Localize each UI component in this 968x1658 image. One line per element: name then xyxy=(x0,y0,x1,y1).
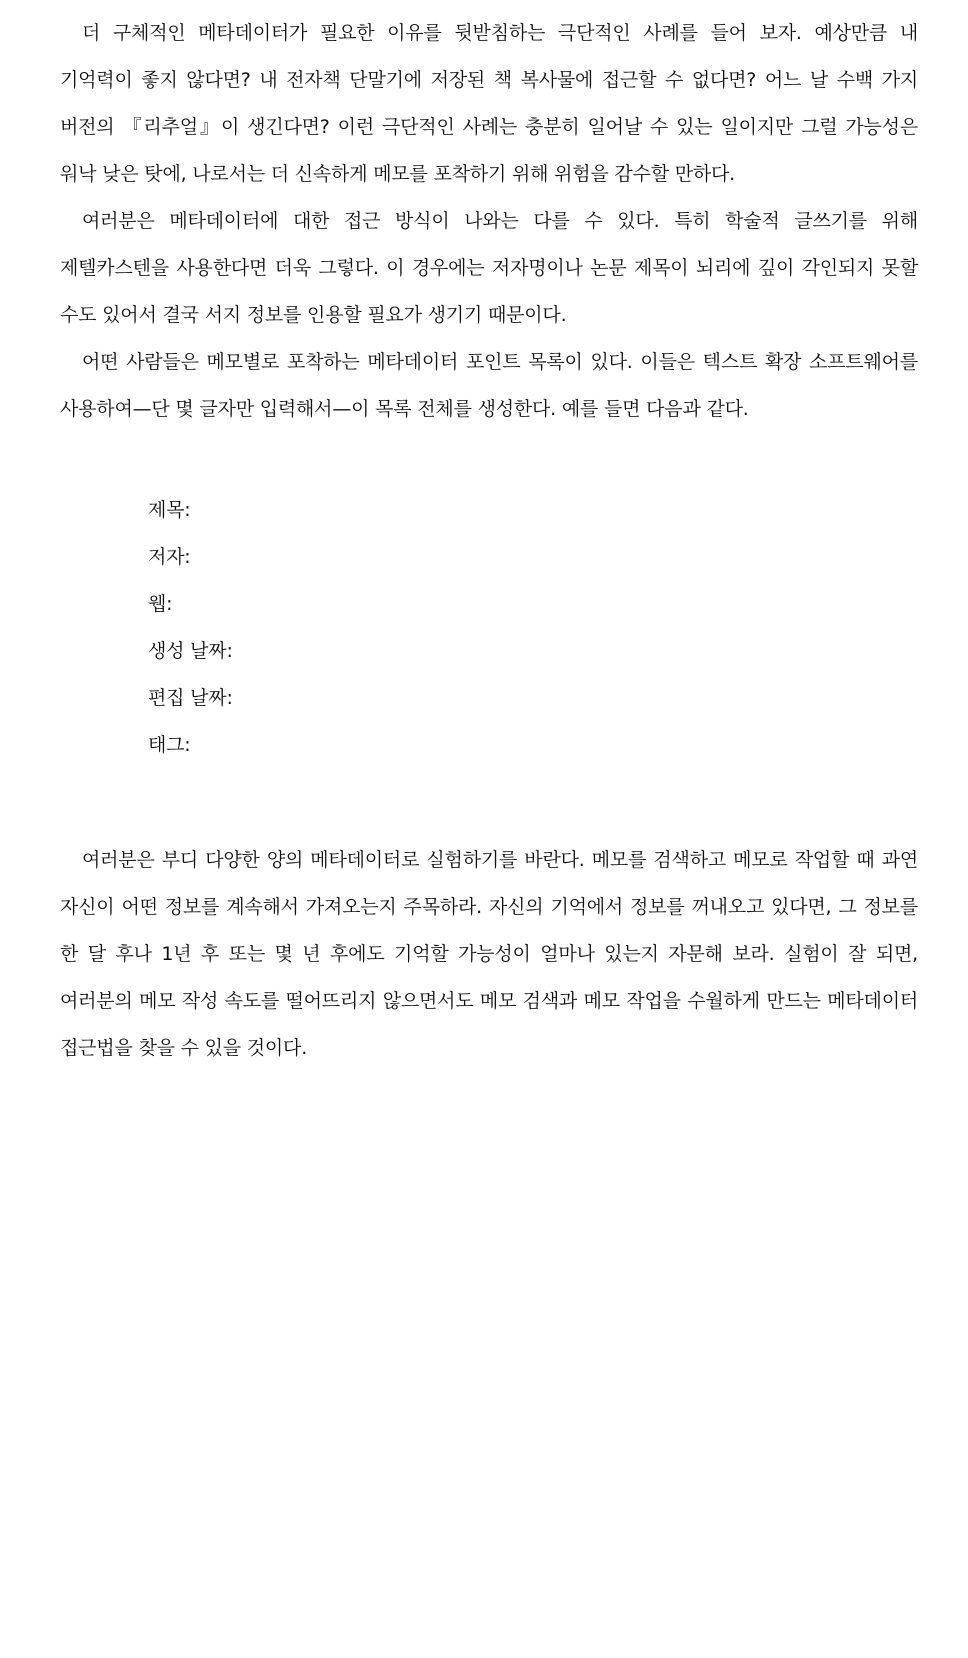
paragraph-extreme-cases: 더 구체적인 메타데이터가 필요한 이유를 뒷받침하는 극단적인 사례를 들어 보자. 예상만큼 내 기억력이 좋지 않다면? 내 전자책 단말기에 저장된 책 복사물에 접근할 수 없다면? 어느 날 수백 가지 버전의 『리추얼』이 생긴다면? 이런 극단적인 사례는 충분히 일어날 수 있는 일이지만 그럴 가능성은 워낙 낮은 탓에, 나로서는 더 신속하게 메모를 포착하기 위해 위험을 감수할 만하다. xyxy=(60,22,918,185)
template-field-web: 웹: xyxy=(148,593,173,615)
document-page xyxy=(60,10,918,1072)
template-field-author: 저자: xyxy=(148,546,191,568)
metadata-template-list xyxy=(148,487,918,769)
template-field-edited-date: 편집 날짜: xyxy=(148,687,233,709)
template-field-title: 제목: xyxy=(148,499,191,521)
template-field-tags: 태그: xyxy=(148,734,191,756)
paragraph-text-expansion: 어떤 사람들은 메모별로 포착하는 메타데이터 포인트 목록이 있다. 이들은 텍스트 확장 소프트웨어를 사용하여—단 몇 글자만 입력해서—이 목록 전체를 생성한다. 예를 들면 다음과 같다. xyxy=(60,351,918,420)
paragraph-experiment: 여러분은 부디 다양한 양의 메타데이터로 실험하기를 바란다. 메모를 검색하고 메모로 작업할 때 과연 자신이 어떤 정보를 계속해서 가져오는지 주목하라. 자신의 기억에서 정보를 꺼내오고 있다면, 그 정보를 한 달 후나 1년 후 또는 몇 년 후에도 기억할 가능성이 얼마나 있는지 자문해 보라. 실험이 잘 되면, 여러분의 메모 작성 속도를 떨어뜨리지 않으면서도 메모 검색과 메모 작업을 수월하게 만드는 메타데이터 접근법을 찾을 수 있을 것이다. xyxy=(60,849,918,1059)
paragraph-academic-writing: 여러분은 메타데이터에 대한 접근 방식이 나와는 다를 수 있다. 특히 학술적 글쓰기를 위해 제텔카스텐을 사용한다면 더욱 그렇다. 이 경우에는 저자명이나 논문 제목이 뇌리에 깊이 각인되지 못할 수도 있어서 결국 서지 정보를 인용할 필요가 생기기 때문이다. xyxy=(60,210,918,326)
template-field-created-date: 생성 날짜: xyxy=(148,640,233,662)
